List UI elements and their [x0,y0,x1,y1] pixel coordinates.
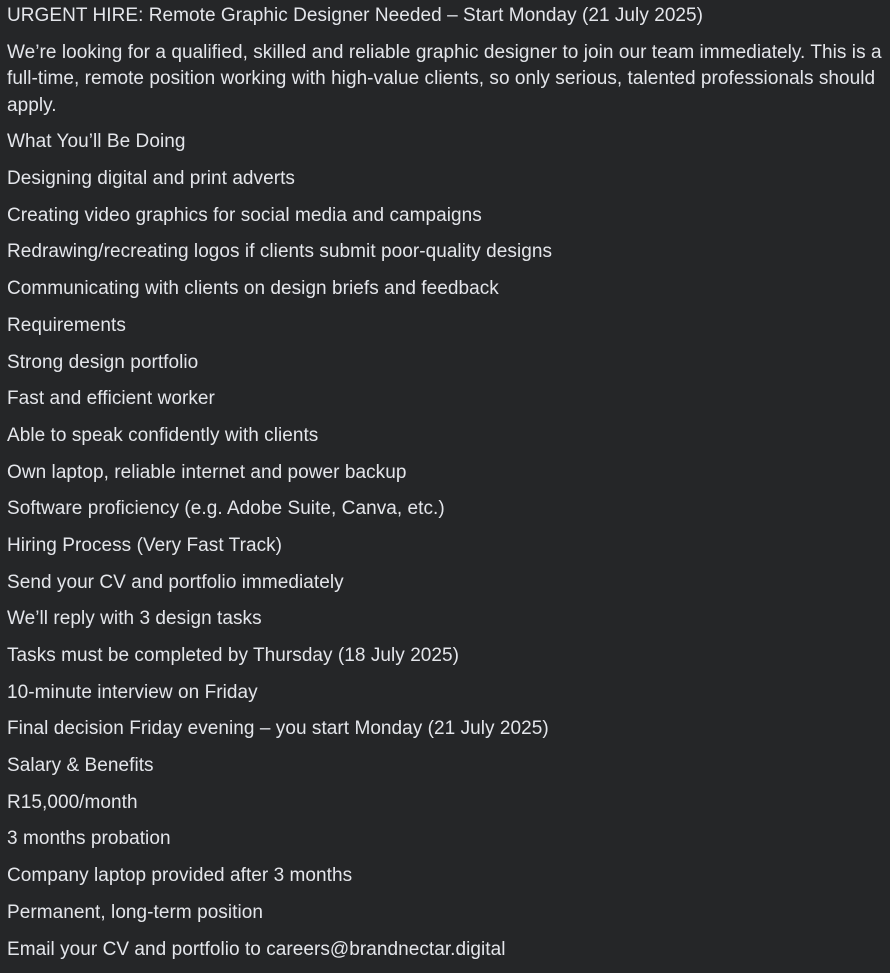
benefit-item: 3 months probation [7,828,171,850]
duty-item: Redrawing/recreating logos if clients submit poor-quality designs [7,241,553,263]
benefit-item: Permanent, long-term position [7,901,263,923]
requirement-item: Strong design portfolio [7,351,199,373]
process-step: Final decision Friday evening – you start Monday (21 July 2025) [7,718,549,740]
process-step: Tasks must be completed by Thursday (18 July 2025) [7,645,460,666]
section-heading-hiring-process: Hiring Process (Very Fast Track) [7,534,283,556]
requirement-item: Software proficiency (e.g. Adobe Suite, Canva, etc.) [7,498,445,520]
section-heading-requirements: Requirements [7,314,126,336]
benefit-item: R15,000/month [7,791,138,813]
requirement-item: Able to speak confidently with clients [7,424,319,446]
section-heading-salary: Salary & Benefits [7,755,154,777]
benefit-item: Company laptop provided after 3 months [7,865,353,887]
duty-item: Creating video graphics for social media and campaigns [7,204,482,226]
section-heading-duties: What You’ll Be Doing [7,131,186,153]
process-step: We’ll reply with 3 design tasks [7,608,262,630]
duty-item: Designing digital and print adverts [7,168,295,190]
duty-item: Communicating with clients on design briefs and feedback [7,278,499,300]
requirement-item: Fast and efficient worker [7,388,215,410]
requirement-item: Own laptop, reliable internet and power backup [7,461,407,483]
post-title: URGENT HIRE: Remote Graphic Designer Needed – Start Monday (21 July 2025) [7,5,704,26]
post-body [7,3,883,973]
process-step: 10-minute interview on Friday [7,681,258,703]
contact-line: Email your CV and portfolio to careers@brandnectar.digital [7,938,506,960]
process-step: Send your CV and portfolio immediately [7,571,344,593]
post-intro: We’re looking for a qualified, skilled and reliable graphic designer to join our team immediately. This is a full-time, remote position working with high-value clients, so only serious, talented professionals should apply. [7,41,882,116]
